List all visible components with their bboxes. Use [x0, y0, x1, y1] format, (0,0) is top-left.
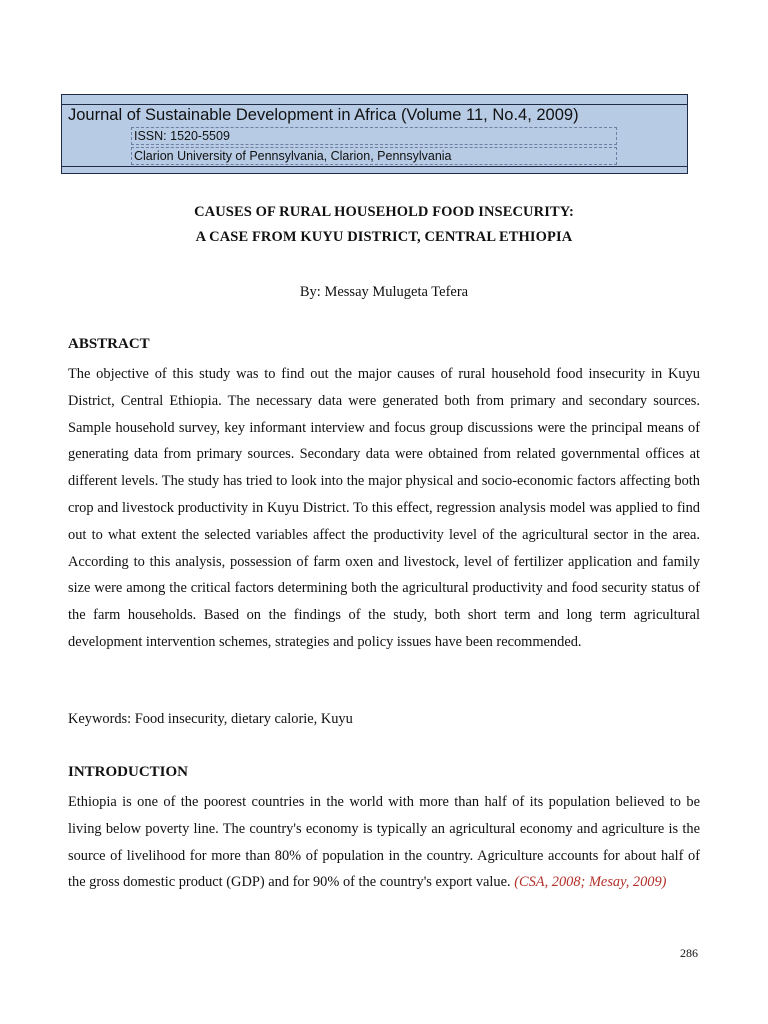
abstract-heading: ABSTRACT	[68, 336, 150, 352]
page-number: 286	[680, 946, 698, 960]
keywords-line: Keywords: Food insecurity, dietary calorie, Kuyu	[68, 711, 353, 727]
journal-header-box	[61, 94, 688, 174]
author-line: By: Messay Mulugeta Tefera	[299, 284, 469, 300]
introduction-text	[68, 789, 700, 896]
issn-line: ISSN: 1520-5509	[131, 127, 617, 145]
header-top-rule	[62, 104, 687, 105]
header-bottom-rule	[62, 166, 687, 167]
journal-title: Journal of Sustainable Development in Africa (Volume 11, No.4, 2009)	[68, 106, 579, 124]
publisher-line: Clarion University of Pennsylvania, Clarion, Pennsylvania	[131, 147, 617, 165]
introduction-heading: INTRODUCTION	[68, 764, 189, 780]
introduction-body-text: Ethiopia is one of the poorest countries in the world with more than half of its population believed to be living below poverty line. The country's economy is typically an agricultural economy and agriculture is the source of livelihood for more than 80% of population in the country. Agriculture accounts for about half of the gross domestic product (GDP) and for 90% of the country's export value.	[68, 794, 700, 891]
paper-title-line-1: CAUSES OF RURAL HOUSEHOLD FOOD INSECURITY:	[194, 204, 574, 220]
abstract-text: The objective of this study was to find out the major causes of rural household food insecurity in Kuyu District, Central Ethiopia. The necessary data were generated both from primary and secondary sources. Sample household survey, key informant interview and focus group discussions were the principal means of generating data from primary sources. Secondary data were obtained from related governmental offices at different levels. The study has tried to look into the major physical and socio-economic factors affecting both crop and livestock productivity in Kuyu District. To this effect, regression analysis model was applied to find out to what extent the selected variables affect the productivity level of the agricultural sector in the area. According to this analysis, possession of farm oxen and livestock, level of fertilizer application and family size were among the critical factors determining both the agricultural productivity and food security status of the farm households. Based on the findings of the study, both short term and long term agricultural development intervention schemes, strategies and policy issues have been recommended.	[68, 366, 700, 650]
introduction-citation: (CSA, 2008; Mesay, 2009)	[514, 874, 667, 891]
paper-title-line-2: A CASE FROM KUYU DISTRICT, CENTRAL ETHIOPIA	[195, 229, 573, 245]
